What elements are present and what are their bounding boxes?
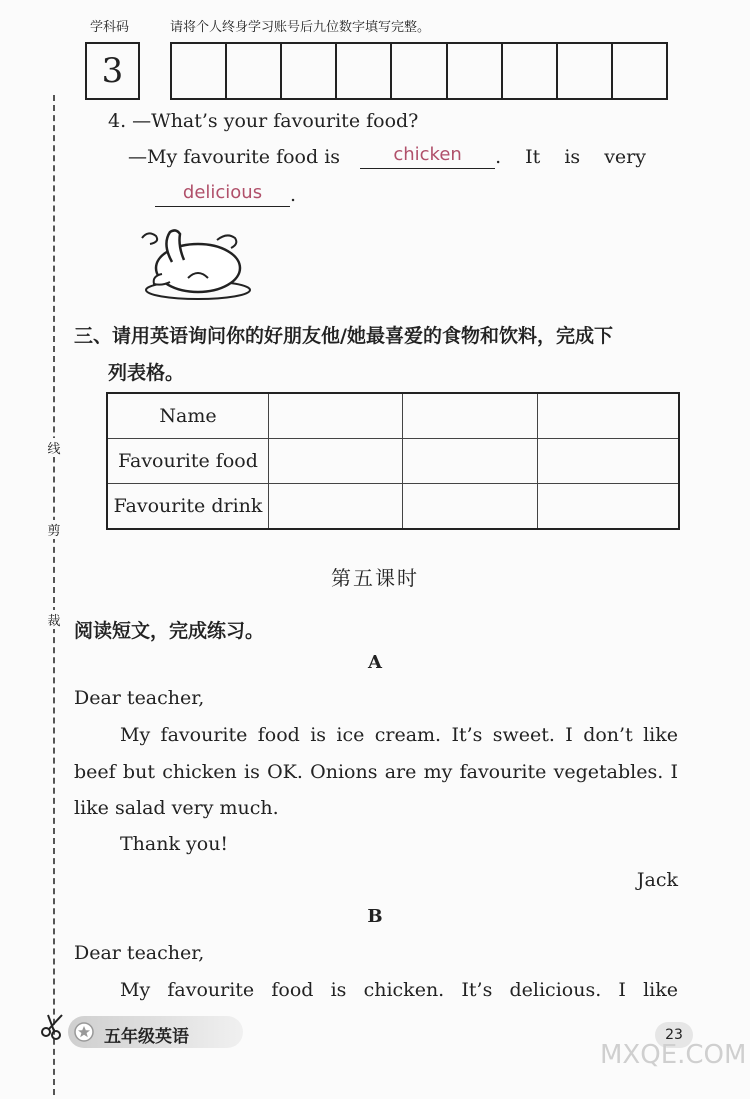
letter-b-heading: B — [367, 906, 383, 927]
table-cell[interactable] — [537, 393, 679, 439]
food-survey-table — [106, 392, 680, 530]
roast-chicken-illustration — [132, 222, 254, 302]
letter-a-greeting: Dear teacher, — [74, 687, 205, 709]
q4-answer-lead: —My favourite food is — [128, 146, 341, 168]
table-cell[interactable] — [403, 484, 537, 530]
q4-adjective-blank[interactable] — [155, 184, 290, 207]
account-digit-slot[interactable] — [392, 44, 447, 98]
letter-a-body-line1: My favourite food is ice cream. It’s sweet. I don’t like — [120, 724, 678, 746]
account-digit-slot[interactable] — [337, 44, 392, 98]
table-row — [107, 484, 679, 530]
table-cell[interactable] — [403, 393, 537, 439]
account-digit-slot[interactable] — [227, 44, 282, 98]
letter-b-body-line1: My favourite food is chicken. It’s delicious. I like — [120, 979, 678, 1001]
account-digit-slot[interactable] — [282, 44, 337, 98]
table-cell[interactable] — [403, 439, 537, 484]
section3-title-line1: 三、请用英语询问你的好朋友他/她最喜爱的食物和饮料，完成下 — [74, 325, 613, 347]
q4-question: 4. —What’s your favourite food? — [108, 110, 419, 132]
subject-code-box: 3 — [85, 42, 140, 100]
subject-code-label: 学科码 — [90, 20, 130, 35]
q4-food-answer: chicken — [393, 144, 462, 165]
cut-char-trim: 裁 — [46, 610, 62, 629]
account-digit-slot[interactable] — [558, 44, 613, 98]
book-title: 五年级英语 — [104, 1027, 189, 1047]
letter-a-heading: A — [368, 652, 382, 673]
q4-food-blank[interactable] — [360, 146, 495, 169]
row-header-favourite-food: Favourite food — [107, 439, 269, 484]
table-cell[interactable] — [537, 484, 679, 530]
table-cell[interactable] — [269, 393, 403, 439]
q4-answer-line — [128, 146, 646, 169]
reading-instruction: 阅读短文，完成练习。 — [74, 620, 265, 642]
table-cell[interactable] — [269, 484, 403, 530]
star-icon — [74, 1022, 94, 1042]
row-header-name: Name — [107, 393, 269, 439]
q4-adjective-line — [155, 184, 296, 207]
table-row — [107, 393, 679, 439]
account-number-boxes[interactable] — [170, 42, 668, 100]
account-digit-slot[interactable] — [613, 44, 666, 98]
letter-a-body-line2: beef but chicken is OK. Onions are my favourite vegetables. I — [74, 761, 678, 783]
q4-answer-end: . — [290, 184, 297, 206]
letter-a-closing: Thank you! — [120, 833, 229, 855]
page-number: 23 — [655, 1022, 693, 1048]
letter-a-body-line3: like salad very much. — [74, 797, 279, 819]
cut-char-line: 线 — [46, 438, 62, 457]
scissors-icon — [40, 1012, 68, 1040]
account-instruction: 请将个人终身学习账号后九位数字填写完整。 — [170, 20, 431, 35]
table-cell[interactable] — [537, 439, 679, 484]
account-digit-slot[interactable] — [448, 44, 503, 98]
account-digit-slot[interactable] — [172, 44, 227, 98]
watermark: MXQE.COM — [600, 1040, 747, 1070]
letter-b-greeting: Dear teacher, — [74, 942, 205, 964]
q4-adjective-answer: delicious — [182, 182, 263, 203]
cut-char-cut: 剪 — [46, 520, 62, 539]
letter-a-signature: Jack — [636, 869, 678, 891]
lesson-title: 第五课时 — [331, 566, 419, 590]
cut-line — [53, 95, 55, 1095]
q4-answer-mid: . It is very — [495, 146, 646, 168]
row-header-favourite-drink: Favourite drink — [107, 484, 269, 530]
table-row — [107, 439, 679, 484]
table-cell[interactable] — [269, 439, 403, 484]
section3-title-line2: 列表格。 — [108, 362, 185, 384]
account-digit-slot[interactable] — [503, 44, 558, 98]
